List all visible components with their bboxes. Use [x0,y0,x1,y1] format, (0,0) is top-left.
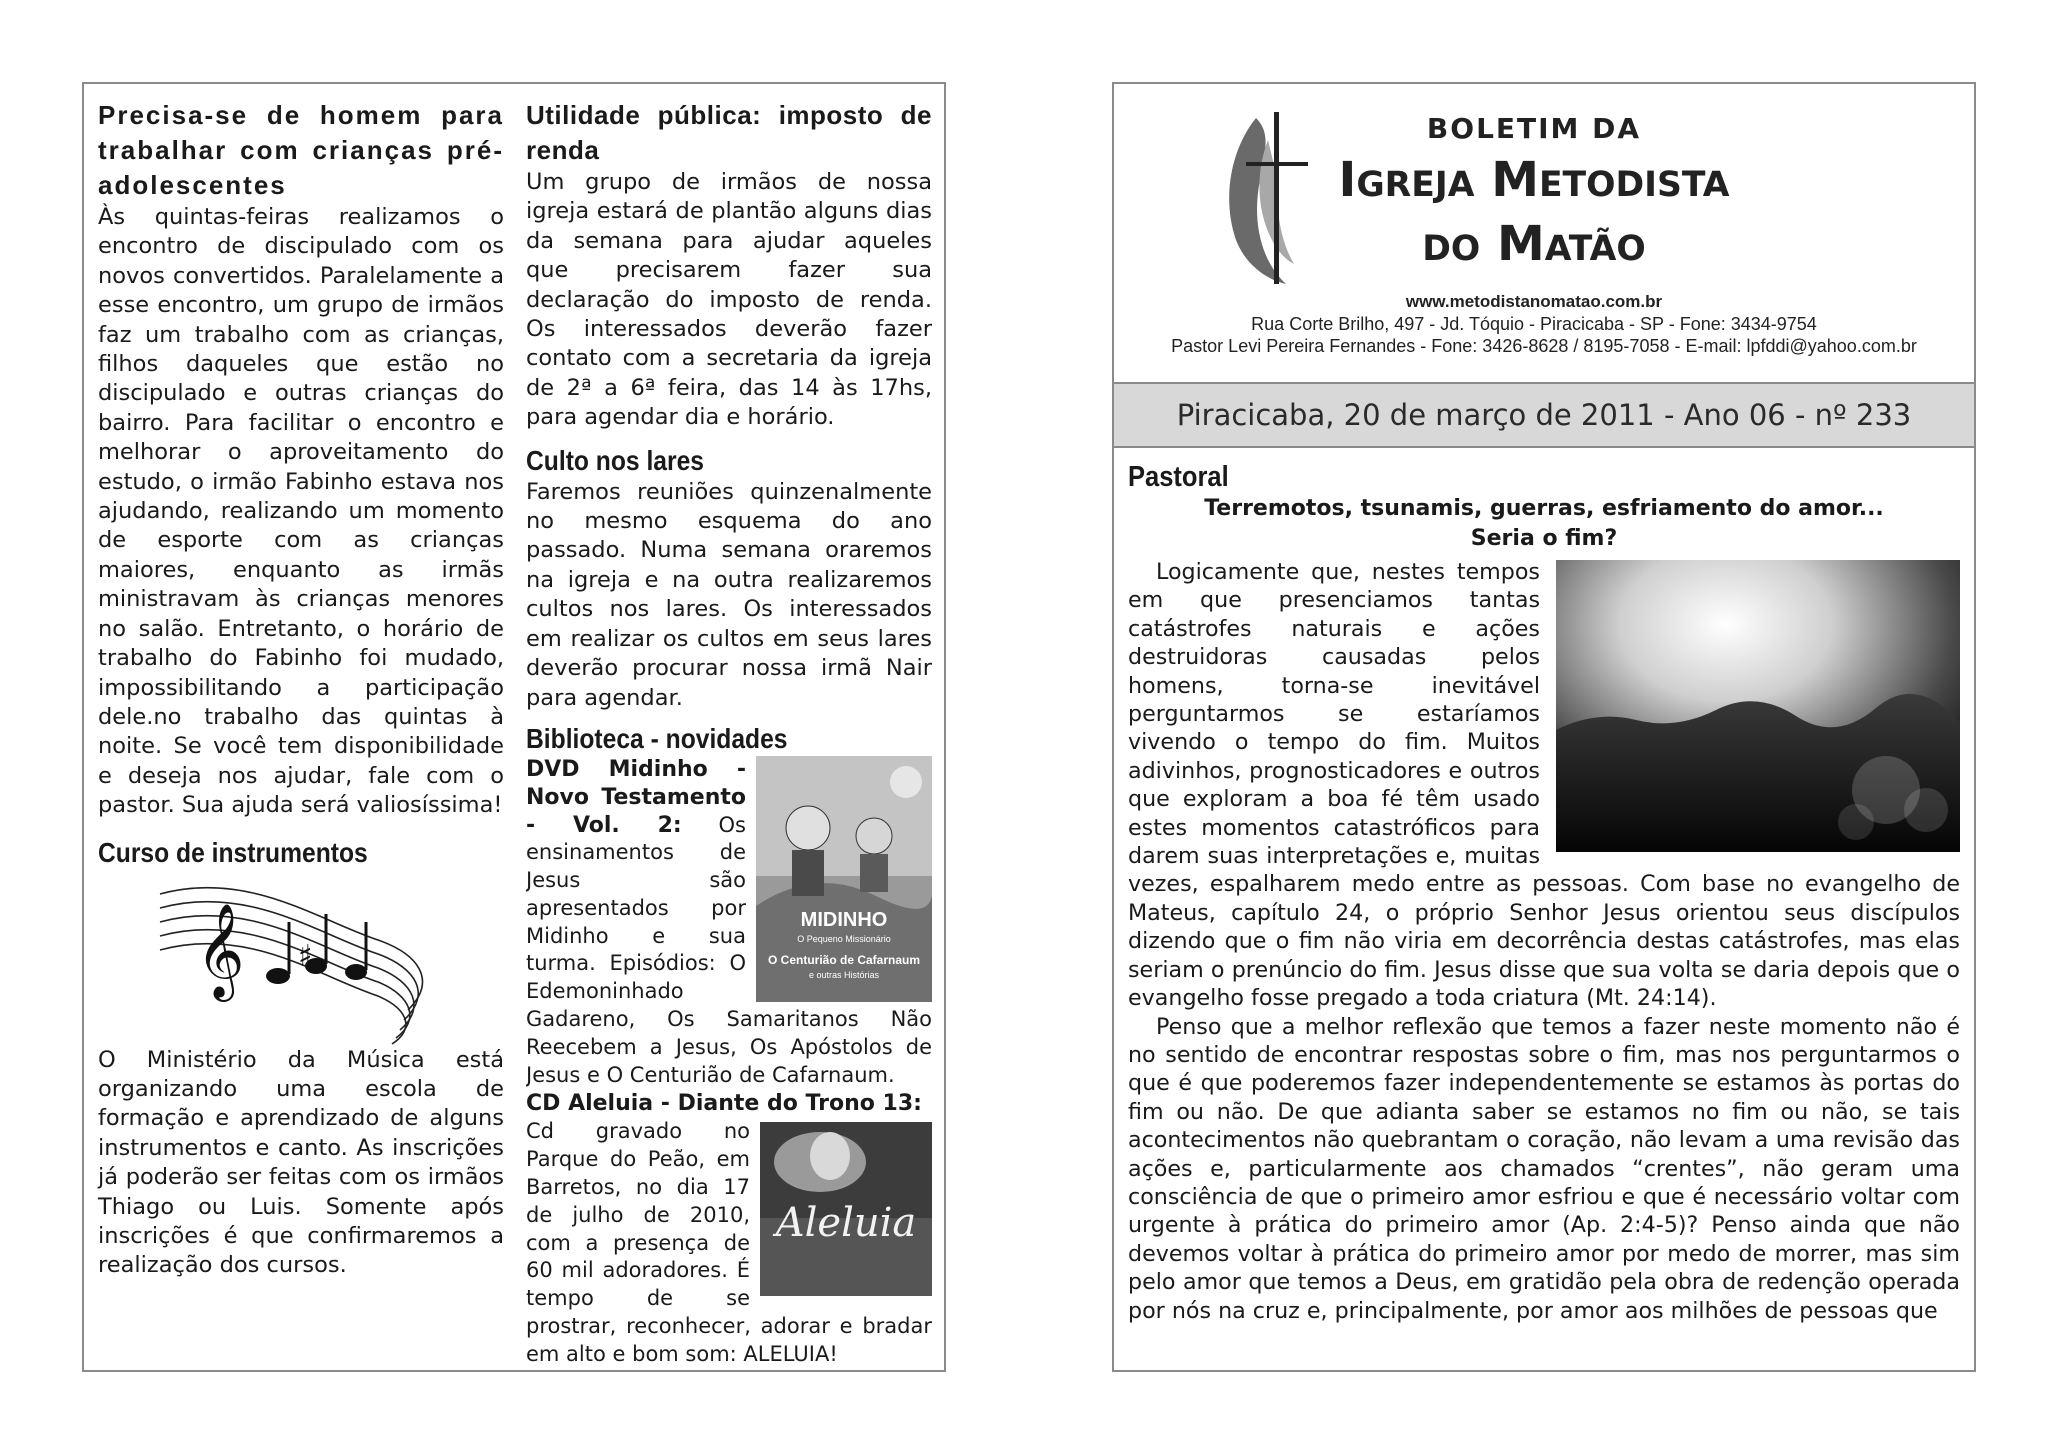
dvd-cover-brand: MIDINHO [800,908,888,931]
svg-text:𝄞: 𝄞 [196,902,245,998]
cd-entry [526,1089,932,1368]
cd-cover-image [760,1122,932,1296]
dvd-cover-sub: O Pequeno Missionário [797,933,891,944]
pastoral-heading: Pastoral [1128,461,1229,493]
dvd-title: DVD Midinho - Novo Testamento - Vol. 2: [526,756,746,838]
instruments-heading: Curso de instrumentos [98,836,368,868]
dvd-text: Os ensinamentos de Jesus são apresentados por Midinho e sua turma. Episódios: O Edemoninhado Gadareno, Os Samaritanos Não Reecebem a Jesus, Os Apóstolos de Jesus e O Centurião de Cafarnaum. [526,812,932,1087]
masthead-line-1: BOLETIM DA [1426,112,1642,145]
cd-text: Cd gravado no Parque do Peão, em Barretos, no dia 17 de julho de 2010, com a presença de 60 mil adoradores. É tempo de se prostrar, reconhecer, adorar e bradar em alto e bom som: ALELUIA! [526,1119,932,1366]
dvd-cover-more: e outras Histórias [808,969,880,980]
right-column [526,98,932,1369]
masthead [1114,84,1974,382]
pastor-contact: Pastor Levi Pereira Fernandes - Fone: 3426-8628 / 8195-7058 - E-mail: lpfddi@yahoo.com.br [1171,336,1917,356]
homes-text: Faremos reuniões quinzenalmente no mesmo esquema do ano passado. Numa semana oraremos na igreja e na outra realizaremos cultos nos lares. Os interessados em realizar os cultos em seus lares deverão procurar nossa irmã Nair para agendar. [526,478,932,711]
pastoral-article [1128,460,1960,1325]
masthead-line-3: DO MATÃO [1422,216,1646,272]
pastoral-subtitle-2: Seria o fim? [1470,526,1618,551]
tax-text: Um grupo de irmãos de nossa igreja estará de plantão alguns dias da semana para ajudar aqueles que precisarem fazer sua declaração do imposto de renda. Os interessados deverão fazer contato com a secretaria da igreja de 2ª a 6ª feira, das 14 às 17hs, para agendar dia e horário. [526,169,932,431]
pastoral-subtitle-1: Terremotos, tsunamis, guerras, esfriamento do amor... [1204,496,1884,521]
job-heading: Precisa-se de homem para trabalhar com crianças pré-adolescentes [98,100,504,200]
library-heading: Biblioteca - novidades [526,722,788,754]
cd-cover-word: Aleluia [775,1200,917,1247]
pastoral-paragraph-2: Penso que a melhor reflexão que temos a fazer neste momento não é no sentido de encontrar respostas sobre o fim, mas nos perguntarmos o que é que poderemos fazer independentemente se estamos às portas do fim ou não. De que adianta saber se estamos no fim ou não, se tais acontecimentos não quebrantam o coração, não levam a uma revisão das ações e, particularmente aos chamados “crentes”, não geram uma consciência de que o primeiro amor esfriou e que é necessário voltar com urgente à prática do primeiro amor (Ap. 2:4-5)? Penso ainda que não devemos voltar à prática do primeiro amor por medo de morrer, mas sim pelo amor que temos a Deus, em gratidão pela obra de redenção operada por nós na cruz e, principalmente, por amor aos milhões de pessoas que [1128,1013,1960,1324]
homes-heading: Culto nos lares [526,444,704,476]
dvd-cover-title: O Centurião de Cafarnaum [767,952,921,967]
tax-heading: Utilidade pública: imposto de renda [526,100,932,165]
music-notes-illustration [98,870,504,1046]
concert-crowd-photo [1556,560,1960,852]
masthead-line-2: IGREJA METODISTA [1338,152,1730,208]
instruments-text: O Ministério da Música está organizando uma escola de formação e aprendizado de alguns instrumentos e canto. As inscrições já poderão ser feitas com os irmãos Thiago ou Luis. Somente após inscrições é que confirmaremos a realização dos cursos. [98,1046,504,1279]
church-address: Rua Corte Brilho, 497 - Jd. Tóquio - Piracicaba - SP - Fone: 3434-9754 [1251,314,1817,334]
svg-text:♯: ♯ [298,938,313,974]
right-page [1112,82,1976,1372]
dvd-entry [526,756,932,1090]
pastoral-paragraph-1: Logicamente que, nestes tempos em que presenciamos tantas catástrofes naturais e ações destruidoras causadas pelos homens, torna-se inevitável perguntarmos se estaríamos vivendo o tempo do fim. Muitos adivinhos, prognosticadores e outros que exploram a boa fé têm usado estes momentos catastróficos para darem suas interpretações e, muitas vezes, espalharem medo entre as pessoas. Com base no evangelho de Mateus, capítulo 24, o próprio Senhor Jesus orientou seus discípulos dizendo que o fim não viria em decorrência destas catástrofes, mas elas seriam o prenúncio do fim. Jesus disse que sua volta se daria depois que o evangelho fosse pregado a toda criatura (Mt. 24:14). [1128,559,1960,1012]
cd-title: CD Aleluia - Diante do Trono 13: [526,1091,922,1117]
job-text: Às quintas-feiras realizamos o encontro de discipulado com os novos convertidos. Paralelamente a esse encontro, um grupo de irmãos faz um trabalho com as crianças, filhos daqueles que estão no discipulado e outras crianças do bairro. Para facilitar o encontro e melhorar o aproveitamento do estudo, o irmão Fabinho estava nos ajudando, realizando um momento de esporte com as crianças maiores, enquanto as irmãs ministravam às crianças menores no salão. Entretanto, o horário de trabalho do Fabinho foi mudado, impossibilitando a participação dele.no trabalho das quintas à noite. Se você tem disponibilidade e deseja nos ajudar, fale com o pastor. Sua ajuda será valiosíssima! [98,204,504,819]
left-column [98,98,504,1281]
left-page [82,82,946,1372]
dvd-cover-image [756,756,932,1002]
issue-dateline: Piracicaba, 20 de março de 2011 - Ano 06 - nº 233 [1114,382,1974,448]
website-url: www.metodistanomatao.com.br [1405,292,1663,311]
